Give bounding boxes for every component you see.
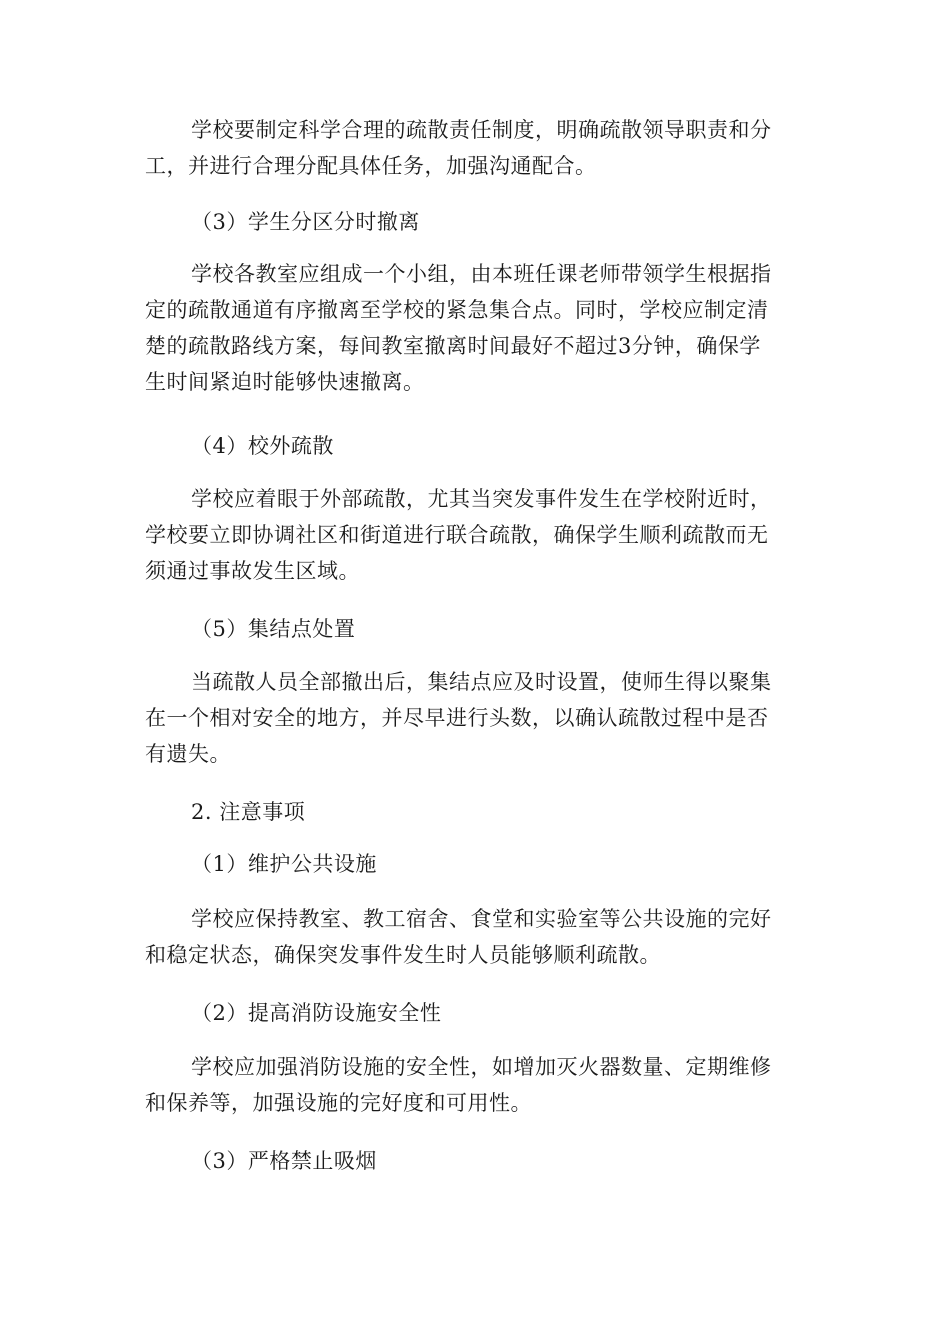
paragraph-fire-facilities bbox=[145, 1049, 805, 1121]
heading-assembly-point: （5）集结点处置 bbox=[191, 617, 356, 641]
paragraph-line: 须通过事故发生区域。 bbox=[145, 559, 360, 583]
paragraph-line: 学校要制定科学合理的疏散责任制度，明确疏散领导职责和分 bbox=[191, 118, 772, 142]
paragraph-responsibility-system bbox=[145, 112, 805, 184]
paragraph-line: 学校应着眼于外部疏散，尤其当突发事件发生在学校附近时， bbox=[191, 487, 772, 511]
paragraph-line: 工，并进行合理分配具体任务，加强沟通配合。 bbox=[145, 154, 597, 178]
paragraph-line: 和稳定状态，确保突发事件发生时人员能够顺利疏散。 bbox=[145, 943, 661, 967]
paragraph-line: 楚的疏散路线方案，每间教室撤离时间最好不超过3分钟，确保学 bbox=[145, 334, 761, 358]
paragraph-line: 定的疏散通道有序撤离至学校的紧急集合点。同时，学校应制定清 bbox=[145, 298, 769, 322]
heading-off-campus-evacuation: （4）校外疏散 bbox=[191, 434, 334, 458]
paragraph-line: 学校应加强消防设施的安全性，如增加灭火器数量、定期维修 bbox=[191, 1055, 772, 1079]
paragraph-assembly-handling bbox=[145, 664, 805, 772]
heading-maintain-public-facilities: （1）维护公共设施 bbox=[191, 852, 377, 876]
heading-fire-safety: （2）提高消防设施安全性 bbox=[191, 1001, 442, 1025]
paragraph-public-facilities bbox=[145, 901, 805, 973]
heading-student-zone-evacuation: （3）学生分区分时撤离 bbox=[191, 210, 420, 234]
paragraph-line: 学校各教室应组成一个小组，由本班任课老师带领学生根据指 bbox=[191, 262, 772, 286]
paragraph-line: 和保养等，加强设施的完好度和可用性。 bbox=[145, 1091, 532, 1115]
paragraph-line: 当疏散人员全部撤出后，集结点应及时设置，使师生得以聚集 bbox=[191, 670, 772, 694]
paragraph-external-evacuation bbox=[145, 481, 805, 589]
paragraph-line: 生时间紧迫时能够快速撤离。 bbox=[145, 370, 425, 394]
paragraph-classroom-groups bbox=[145, 256, 805, 400]
paragraph-line: 在一个相对安全的地方，并尽早进行头数，以确认疏散过程中是否 bbox=[145, 706, 769, 730]
paragraph-line: 学校应保持教室、教工宿舍、食堂和实验室等公共设施的完好 bbox=[191, 907, 772, 931]
section-heading-precautions: 2. 注意事项 bbox=[191, 800, 306, 824]
paragraph-line: 学校要立即协调社区和街道进行联合疏散，确保学生顺利疏散而无 bbox=[145, 523, 769, 547]
heading-no-smoking: （3）严格禁止吸烟 bbox=[191, 1149, 377, 1173]
paragraph-line: 有遗失。 bbox=[145, 742, 231, 766]
